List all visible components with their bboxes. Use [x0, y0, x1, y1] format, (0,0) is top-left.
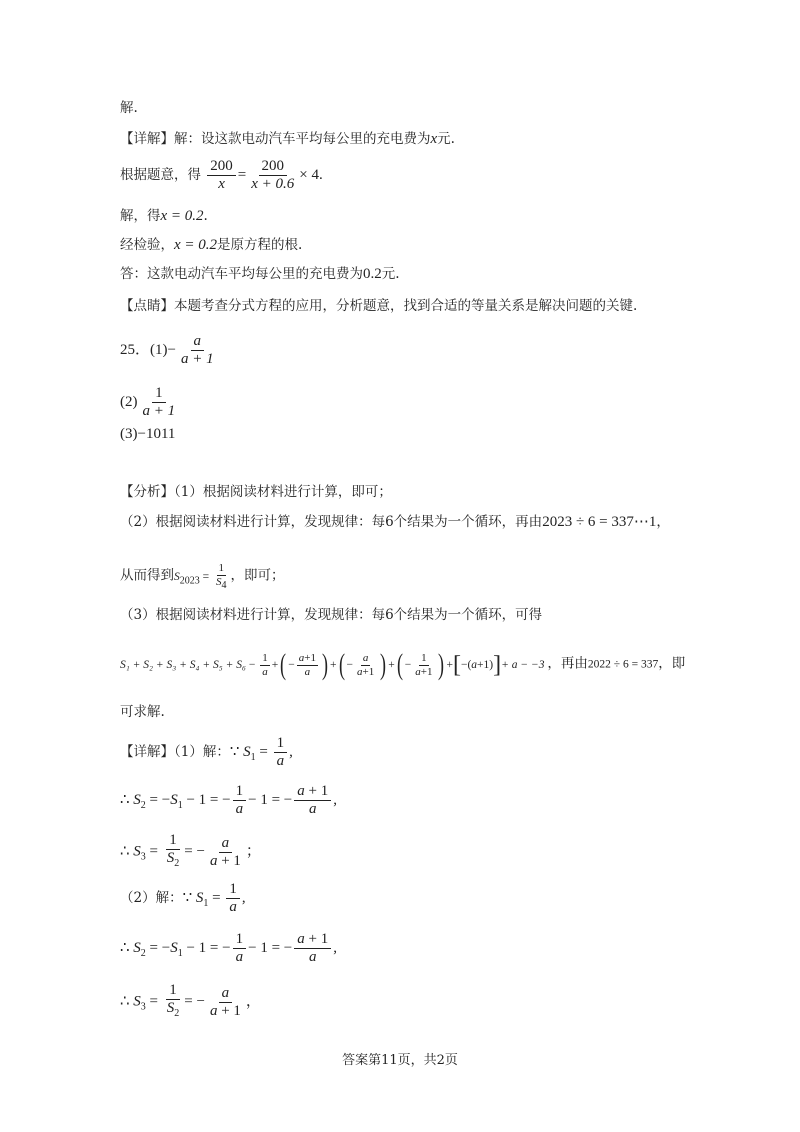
q25-answer-3: (3)−1011: [120, 426, 176, 442]
analysis-sum-line: S₁ + S₂ + S₃ + S₄ + S₅ + S₆ − $\frac{1}{a}$ +( − $\frac{a+1}{a}$ ) +( − $\frac{a}{a+1}$ ) +( − $\frac{1}{a+1}$ ) +[−(a+1)]+ a − −3 ，再由2022 ÷ 6 = 337，即: [120, 648, 686, 681]
analysis-line-5: 可求解.: [120, 704, 165, 720]
q25-answer-1: 25．(1)− $\frac{a}{a + 1}$: [120, 333, 214, 367]
detail-line: 【详解】解：设这款电动汽车平均每公里的充电费为x元.: [120, 131, 455, 147]
fraction: $\frac{200}{x}$: [207, 158, 236, 193]
analysis-line-3: 从而得到$S_{2023}$ = $\frac{1}{S_4}$ ，即可；: [120, 562, 285, 592]
detail2-line-5: ∴ $S_2 = -S_1 - 1$ = − $\frac{1}{a}$ − 1 = − $\frac{a + 1}{a}$ ,: [120, 931, 337, 965]
solve-line: 解，得x = 0.2.: [120, 208, 208, 224]
analysis-line-1: 【分析】（1）根据阅读材料进行计算，即可；: [120, 484, 392, 500]
page-footer: 答案第11页，共2页: [342, 1053, 458, 1068]
detail2-line-1: 【详解】（1）解：∵ $S_1$ = $\frac{1}{a}$ ,: [120, 735, 293, 769]
detail2-line-6: ∴ $S_3$ = $\frac{1}{S_2}$ = − $\frac{a}{a + 1}$ ，: [120, 982, 261, 1019]
analysis-line-2: （2）根据阅读材料进行计算，发现规律：每6个结果为一个循环，再由2023 ÷ 6 = 337⋯1，: [120, 514, 670, 530]
detail2-line-3: ∴ $S_3$ = $\frac{1}{S_2}$ = − $\frac{a}{a + 1}$ ；: [120, 832, 261, 869]
text-line: 解.: [120, 100, 138, 116]
answer-line: 答：这款电动汽车平均每公里的充电费为0.2元.: [120, 266, 400, 282]
fraction: $\frac{200}{x + 0.6}$: [251, 158, 295, 192]
equation-line: 根据题意，得 $\frac{200}{x}$ = $\frac{200}{x + 0.6}$ × 4.: [120, 158, 323, 192]
comment-line: 【点睛】本题考查分式方程的应用，分析题意，找到合适的等量关系是解决问题的关键.: [120, 298, 638, 314]
analysis-line-4: （3）根据阅读材料进行计算，发现规律：每6个结果为一个循环，可得: [120, 607, 543, 623]
detail2-line-4: （2）解：∵ $S_1$ = $\frac{1}{a}$ ,: [120, 881, 246, 915]
check-line: 经检验，x = 0.2是原方程的根.: [120, 237, 303, 253]
q25-answer-2: (2) $\frac{1}{a + 1}$: [120, 385, 176, 419]
detail2-line-2: ∴ $S_2 = -S_1 - 1$ = − $\frac{1}{a}$ − 1 = − $\frac{a + 1}{a}$ ,: [120, 783, 337, 817]
